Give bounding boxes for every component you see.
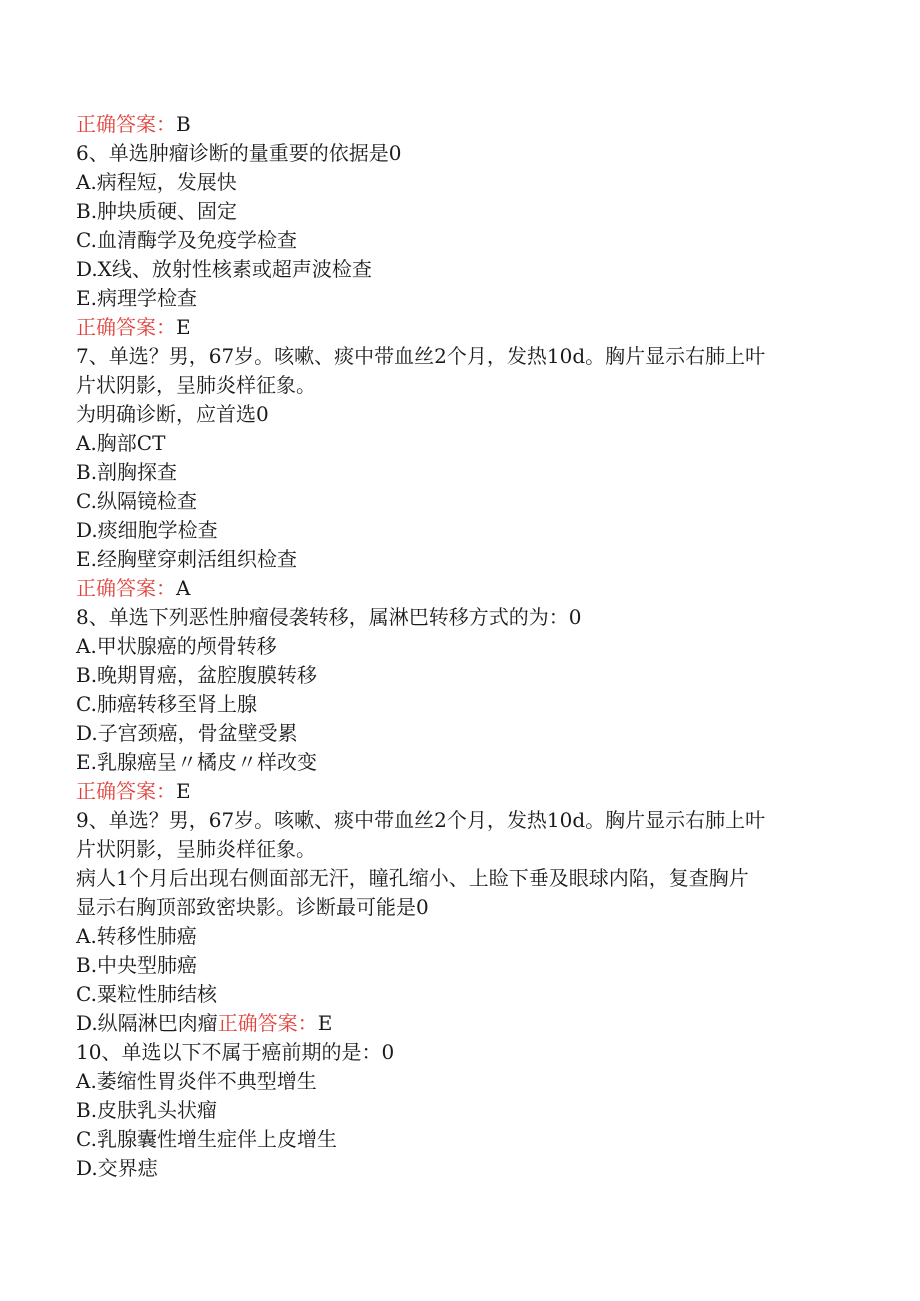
text-line: A.胸部CT: [76, 431, 166, 455]
text-line: E.经胸壁穿刺活组织检查: [76, 547, 297, 571]
answer-value: E: [176, 779, 191, 803]
answer-line: [76, 313, 856, 342]
document-page: [76, 110, 856, 1183]
text-line: 9、单选？男，67岁。咳嗽、痰中带血丝2个月，发热10d。胸片显示右肺上叶: [76, 808, 766, 832]
text-line: B.中央型肺癌: [76, 953, 198, 977]
text-line: 病人1个月后出现右侧面部无汗，瞳孔缩小、上睑下垂及眼球内陷，复查胸片: [76, 866, 749, 890]
answer-label: 正确答案：: [76, 315, 176, 339]
text-line: C.血清酶学及免疫学检查: [76, 228, 297, 252]
text-line: D.痰细胞学检查: [76, 518, 218, 542]
text-line: A.转移性肺癌: [76, 924, 197, 948]
answer-value: E: [176, 315, 191, 339]
text-line: B.肿块质硬、固定: [76, 199, 238, 223]
text-line: A.萎缩性胃炎伴不典型增生: [76, 1069, 317, 1093]
text-line: D.X线、放射性核素或超声波检查: [76, 257, 372, 281]
text-line: B.晚期胃癌，盆腔腹膜转移: [76, 663, 318, 687]
text-line: A.甲状腺癌的颅骨转移: [76, 634, 277, 658]
answer-line: [76, 574, 856, 603]
text-line: 6、单选肿瘤诊断的量重要的依据是0: [76, 141, 402, 165]
option-text: D.纵隔淋巴肉瘤: [76, 1011, 218, 1035]
text-line: 为明确诊断，应首选0: [76, 402, 269, 426]
text-line: E.病理学检查: [76, 286, 197, 310]
text-line: A.病程短，发展快: [76, 170, 237, 194]
answer-value: B: [176, 112, 191, 136]
text-line: C.肺癌转移至肾上腺: [76, 692, 257, 716]
text-line: C.粟粒性肺结核: [76, 982, 217, 1006]
text-line: E.乳腺癌呈〃橘皮〃样改变: [76, 750, 317, 774]
text-line: B.剖胸探查: [76, 460, 178, 484]
text-line: 8、单选下列恶性肿瘤侵袭转移，属淋巴转移方式的为：0: [76, 605, 582, 629]
text-line: C.纵隔镜检查: [76, 489, 197, 513]
answer-line: [76, 110, 856, 139]
text-line: C.乳腺囊性增生症伴上皮增生: [76, 1127, 337, 1151]
text-line: 片状阴影，呈肺炎样征象。: [76, 373, 316, 397]
text-line: 片状阴影，呈肺炎样征象。: [76, 837, 316, 861]
option-with-answer-line: [76, 1009, 856, 1038]
text-line: 7、单选？男，67岁。咳嗽、痰中带血丝2个月，发热10d。胸片显示右肺上叶: [76, 344, 766, 368]
answer-label: 正确答案：: [76, 576, 176, 600]
answer-label: 正确答案：: [76, 779, 176, 803]
answer-value: E: [317, 1011, 333, 1035]
answer-value: A: [176, 576, 191, 600]
answer-label: 正确答案：: [76, 112, 176, 136]
answer-line: [76, 777, 856, 806]
text-line: 显示右胸顶部致密块影。诊断最可能是0: [76, 895, 429, 919]
text-line: B.皮肤乳头状瘤: [76, 1098, 218, 1122]
text-line: D.交界痣: [76, 1156, 158, 1180]
text-line: D.子宫颈癌，骨盆壁受累: [76, 721, 298, 745]
text-line: 10、单选以下不属于癌前期的是：0: [76, 1040, 395, 1064]
answer-label: 正确答案：: [217, 1011, 318, 1035]
